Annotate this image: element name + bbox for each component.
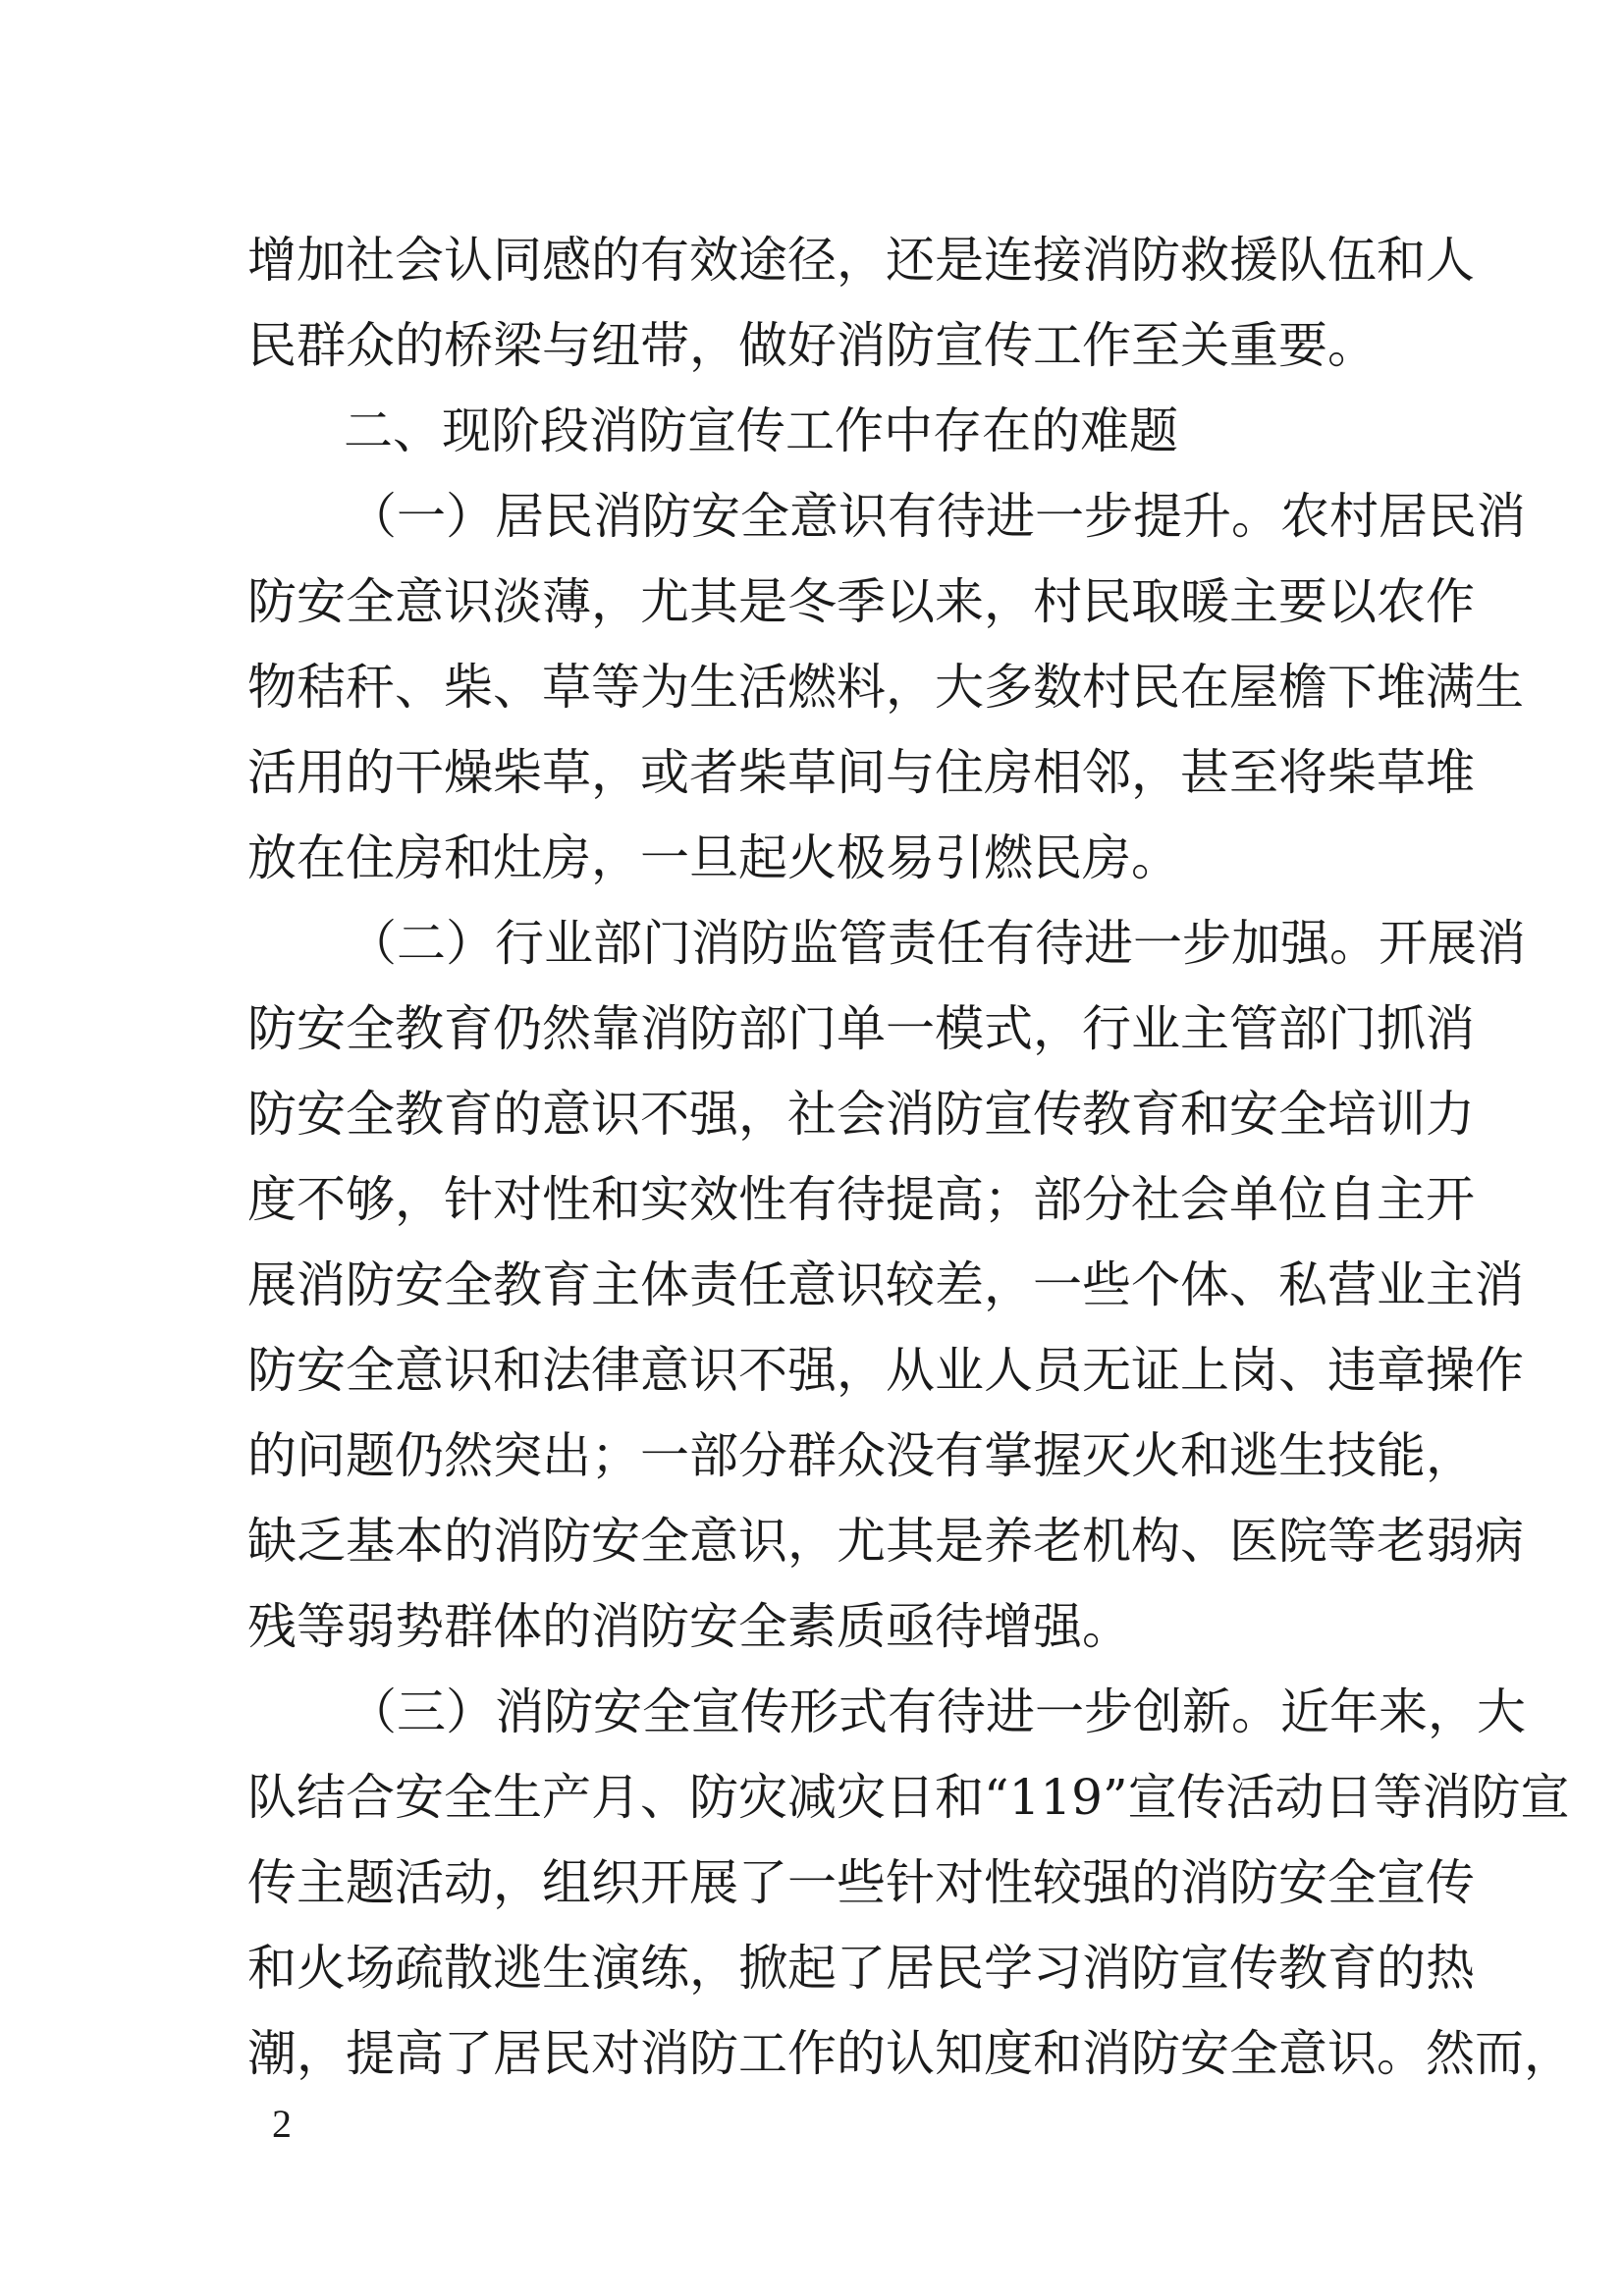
text-line: 潮，提高了居民对消防工作的认知度和消防安全意识。然而， (247, 2025, 1573, 2082)
text-line: 防安全教育的意识不强，社会消防宣传教育和安全培训力 (247, 1086, 1475, 1143)
text-line: 度不够，针对性和实效性有待提高；部分社会单位自主开 (247, 1171, 1475, 1228)
text-line: 残等弱势群体的消防安全素质亟待增强。 (247, 1598, 1131, 1655)
text-line: 展消防安全教育主体责任意识较差，一些个体、私营业主消 (247, 1256, 1524, 1313)
text-line: 传主题活动，组织开展了一些针对性较强的消防安全宣传 (247, 1854, 1475, 1911)
text-line: 和火场疏散逃生演练，掀起了居民学习消防宣传教育的热 (247, 1940, 1475, 1997)
text-line: 增加社会认同感的有效途径，还是连接消防救援队伍和人 (247, 232, 1475, 289)
text-line: 的问题仍然突出；一部分群众没有掌握灭火和逃生技能， (247, 1427, 1475, 1484)
subsection-paragraph-start: （二）行业部门消防监管责任有待进一步加强。开展消 (348, 915, 1526, 972)
body-text (247, 218, 1573, 2097)
text-line: 物秸秆、柴、草等为生活燃料，大多数村民在屋檐下堆满生 (247, 659, 1524, 716)
subsection-paragraph-start: （三）消防安全宣传形式有待进一步创新。近年来，大 (348, 1683, 1526, 1740)
text-line: 防安全教育仍然靠消防部门单一模式，行业主管部门抓消 (247, 1000, 1475, 1057)
subsection-paragraph-start: （一）居民消防安全意识有待进一步提升。农村居民消 (348, 488, 1526, 545)
text-line: 队结合安全生产月、防灾减灾日和“119”宣传活动日等消防宣 (247, 1769, 1570, 1826)
text-line: 防安全意识淡薄，尤其是冬季以来，村民取暖主要以农作 (247, 573, 1475, 630)
text-line: 活用的干燥柴草，或者柴草间与住房相邻，甚至将柴草堆 (247, 744, 1475, 801)
text-line: 防安全意识和法律意识不强，从业人员无证上岗、违章操作 (247, 1342, 1524, 1399)
text-line: 缺乏基本的消防安全意识，尤其是养老机构、医院等老弱病 (247, 1513, 1524, 1570)
text-line: 民群众的桥梁与纽带，做好消防宣传工作至关重要。 (247, 317, 1377, 374)
page-number: 2 (272, 2102, 292, 2146)
text-line: 放在住房和灶房，一旦起火极易引燃民房。 (247, 829, 1180, 886)
section-heading: 二、现阶段消防宣传工作中存在的难题 (344, 402, 1178, 459)
